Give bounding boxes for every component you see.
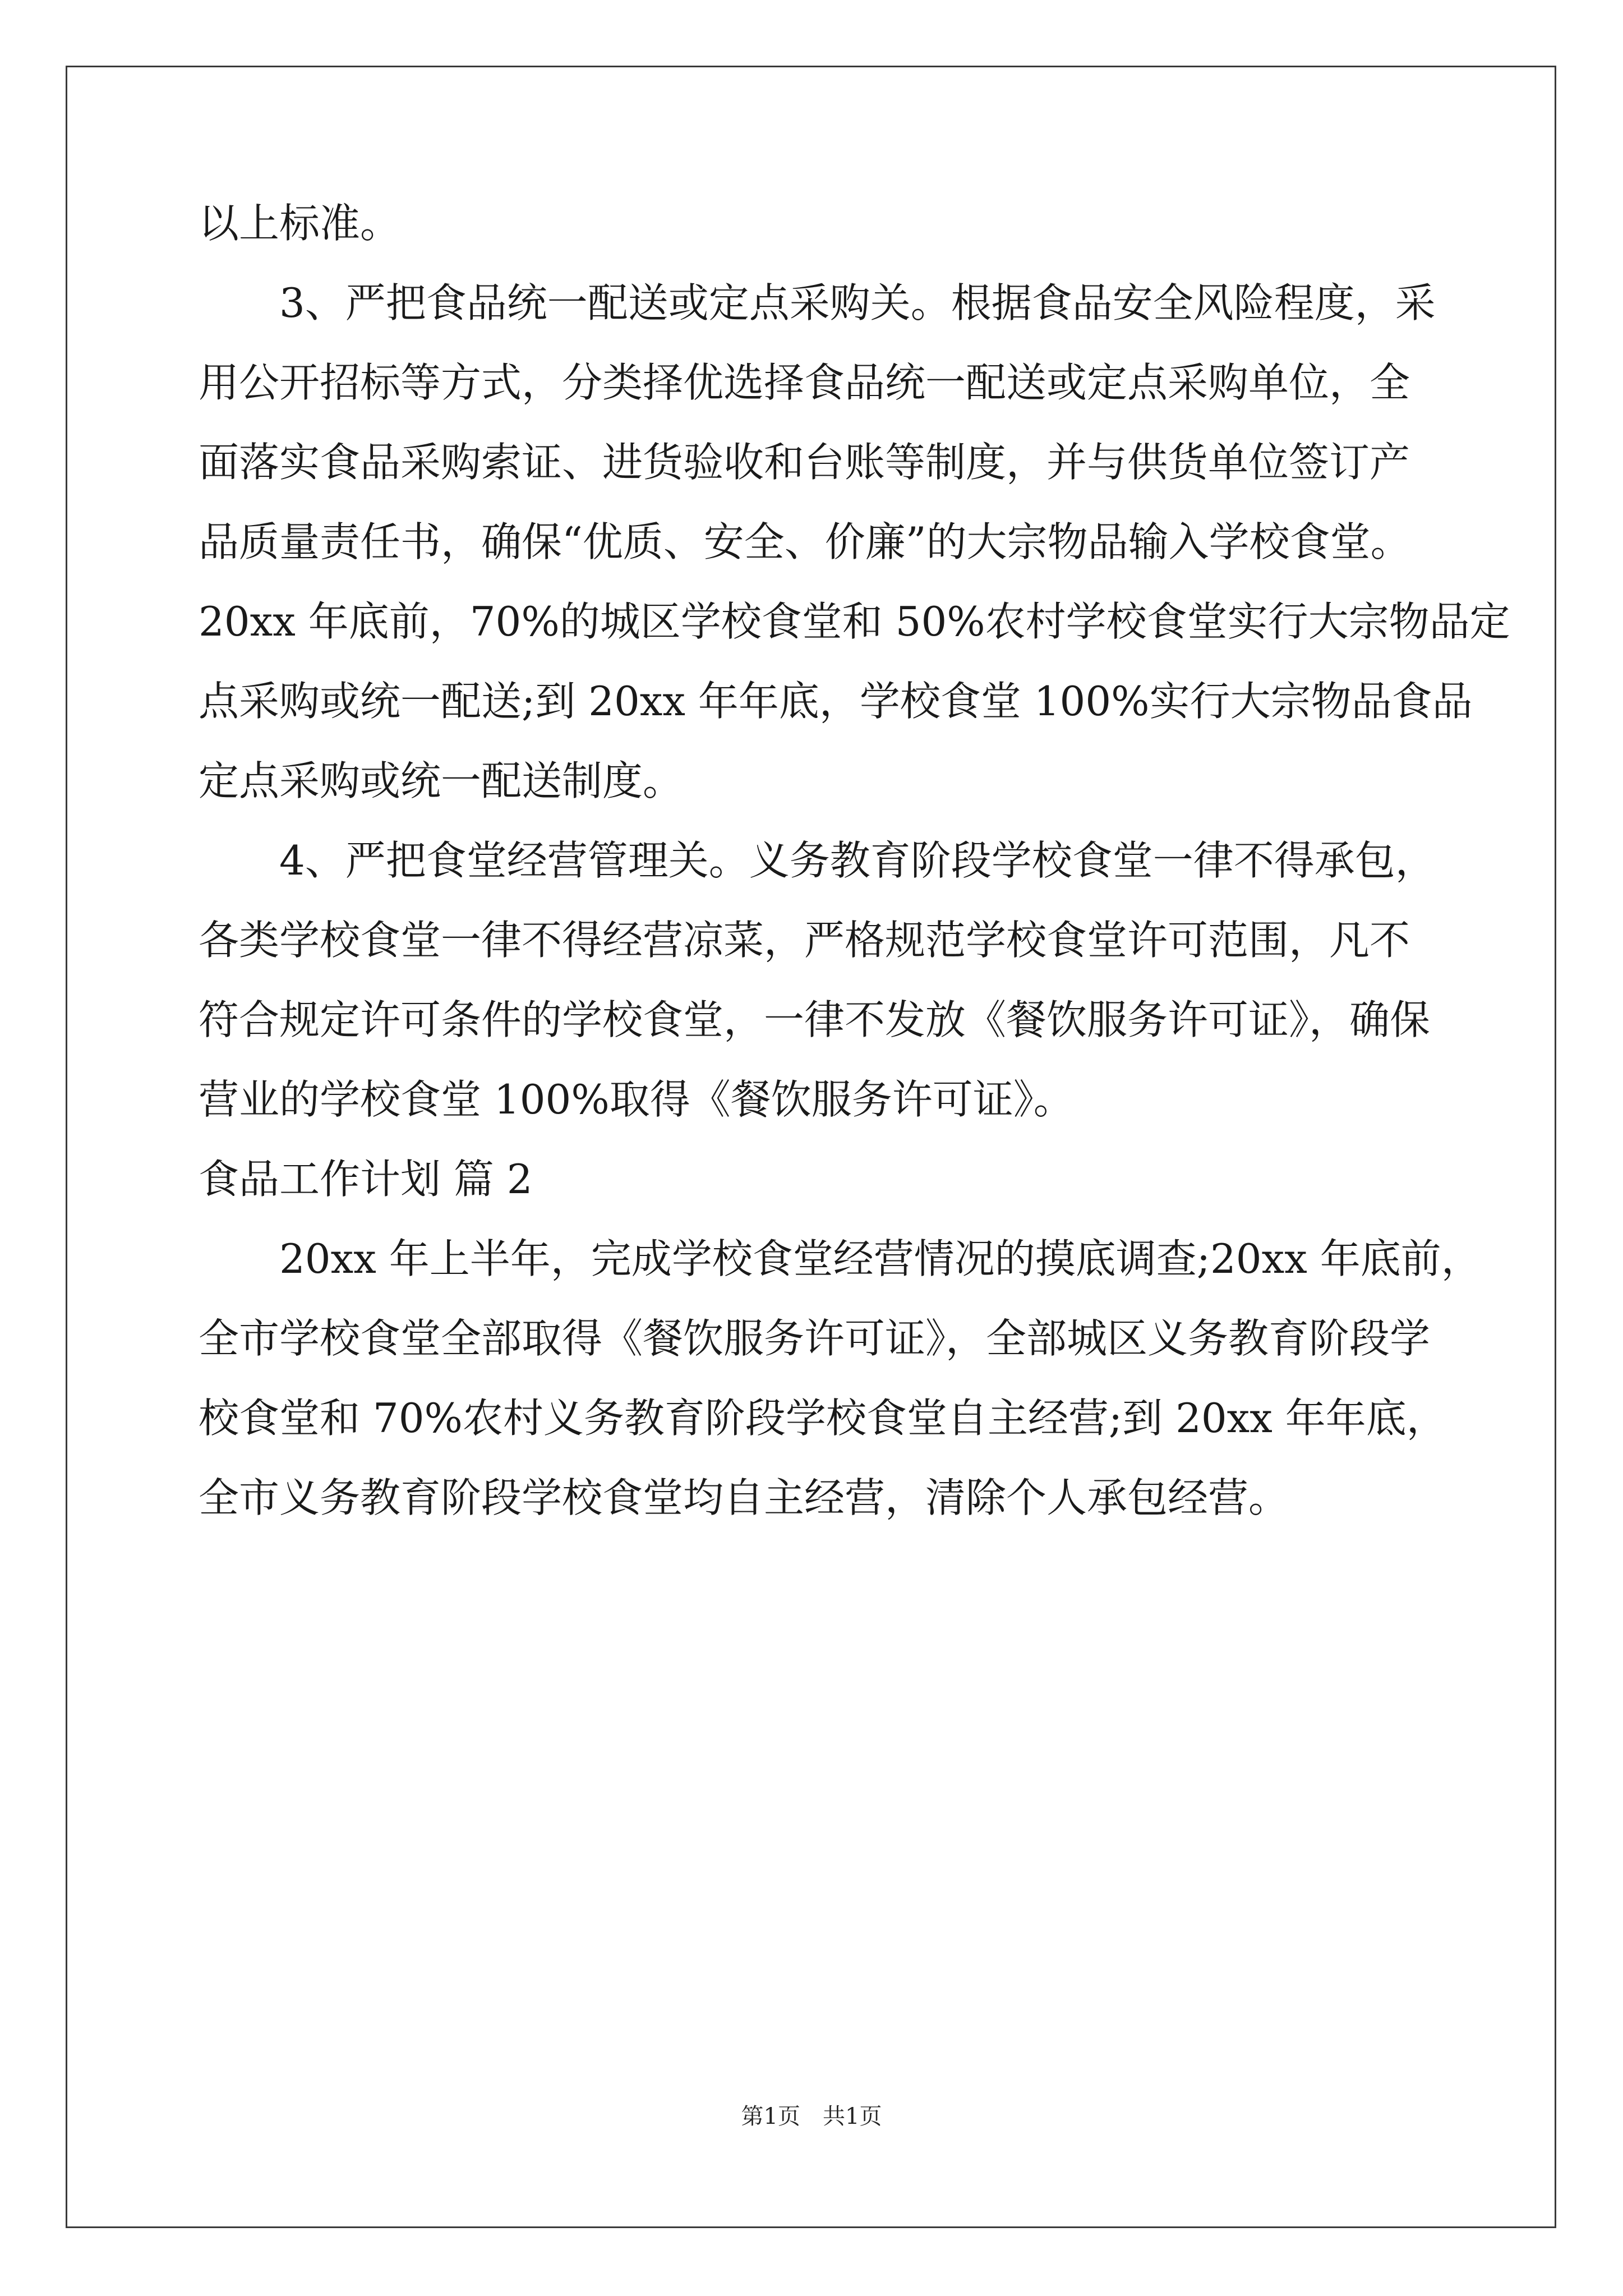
section-heading: 食品工作计划 篇 2 — [199, 1156, 533, 1203]
text-line: 用公开招标等方式，分类择优选择食品统一配送或定点采购单位，全 — [199, 359, 1410, 406]
page-total: 共1页 — [823, 2104, 882, 2129]
page-footer — [0, 2101, 1623, 2132]
text-line: 营业的学校食堂 100%取得《餐饮服务许可证》。 — [199, 1076, 1074, 1123]
text-line: 以上标准。 — [199, 200, 401, 247]
text-line: 定点采购或统一配送制度。 — [199, 757, 684, 804]
text-line: 品质量责任书，确保“优质、安全、价廉”的大宗物品输入学校食堂。 — [199, 518, 1411, 565]
text-line: 20xx 年上半年，完成学校食堂经营情况的摸底调查;20xx 年底前， — [199, 1235, 1482, 1282]
text-line: 面落实食品采购索证、进货验收和台账等制度，并与供货单位签订产 — [199, 439, 1410, 486]
text-line: 全市学校食堂全部取得《餐饮服务许可证》，全部城区义务教育阶段学 — [199, 1315, 1431, 1362]
text-line: 点采购或统一配送;到 20xx 年年底，学校食堂 100%实行大宗物品食品 — [199, 678, 1473, 725]
text-line: 4、严把食堂经营管理关。义务教育阶段学校食堂一律不得承包， — [199, 837, 1436, 884]
text-line: 各类学校食堂一律不得经营凉菜，严格规范学校食堂许可范围，凡不 — [199, 917, 1410, 964]
text-line: 符合规定许可条件的学校食堂，一律不发放《餐饮服务许可证》，确保 — [199, 996, 1431, 1043]
text-line: 全市义务教育阶段学校食堂均自主经营，清除个人承包经营。 — [199, 1474, 1289, 1521]
text-line: 20xx 年底前，70%的城区学校食堂和 50%农村学校食堂实行大宗物品定 — [199, 598, 1510, 645]
page-number: 第1页 — [741, 2104, 800, 2129]
text-line: 3、严把食品统一配送或定点采购关。根据食品安全风险程度，采 — [199, 279, 1436, 326]
text-line: 校食堂和 70%农村义务教育阶段学校食堂自主经营;到 20xx 年年底， — [199, 1395, 1447, 1442]
